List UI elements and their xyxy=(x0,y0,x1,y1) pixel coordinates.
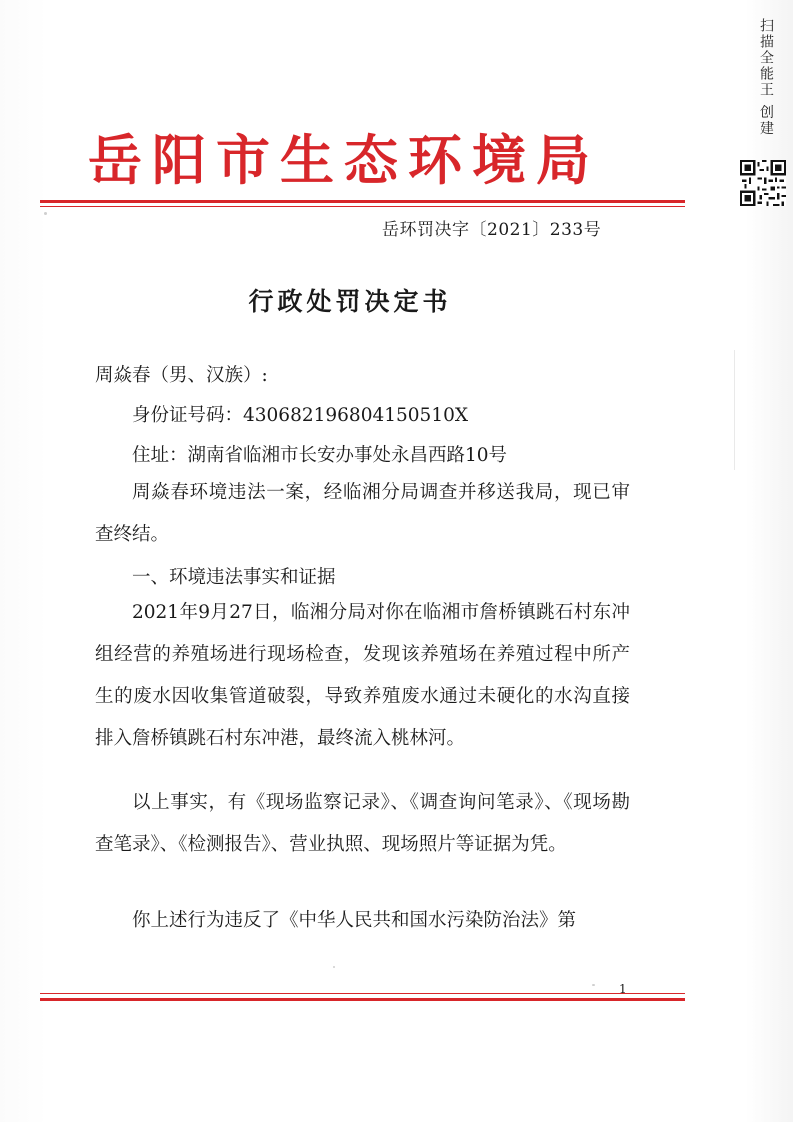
document-number: 岳环罚决字〔2021〕233号 xyxy=(382,220,602,240)
agency-title: 岳阳市生态环境局 xyxy=(88,128,600,192)
scanner-watermark-label: 扫描全能王 创建 xyxy=(758,18,774,137)
section-heading-facts: 一、环境违法事实和证据 xyxy=(132,567,336,588)
evidence-paragraph: 以上事实，有《现场监察记录》、《调查询问笔录》、《现场勘查笔录》、《检测报告》、营业执照、现场照片等证据为凭。 xyxy=(95,792,630,855)
qr-code-icon xyxy=(740,160,786,206)
id-number-line: 身份证号码：430682196804150510X xyxy=(132,405,469,426)
scan-speck xyxy=(592,984,595,986)
footer-divider-thin xyxy=(40,993,685,994)
facts-paragraph: 2021年9月27日，临湘分局对你在临湘市詹桥镇跳石村东冲组经营的养殖场进行现场检查，发现该养殖场在养殖过程中所产生的废水因收集管道破裂，导致养殖废水通过未硬化的水沟直接排入詹桥镇跳石村东冲港，最终流入桃林河。 xyxy=(95,602,630,749)
scan-speck xyxy=(44,212,47,215)
document-title: 行政处罚决定书 xyxy=(248,287,452,316)
header-divider-thin xyxy=(40,206,685,207)
intro-paragraph: 周焱春环境违法一案，经临湘分局调查并移送我局，现已审查终结。 xyxy=(95,482,630,545)
party-name: 周焱春（男、汉族）: xyxy=(95,365,268,386)
header-divider-thick xyxy=(40,200,685,203)
page-number: 1 xyxy=(619,982,627,996)
scan-fold-mark xyxy=(734,350,735,470)
footer-divider-thick xyxy=(40,998,685,1001)
scan-speck xyxy=(333,966,335,968)
violation-paragraph: 你上述行为违反了《中华人民共和国水污染防治法》第 xyxy=(132,910,577,931)
address-line: 住址：湖南省临湘市长安办事处永昌西路10号 xyxy=(132,445,508,466)
